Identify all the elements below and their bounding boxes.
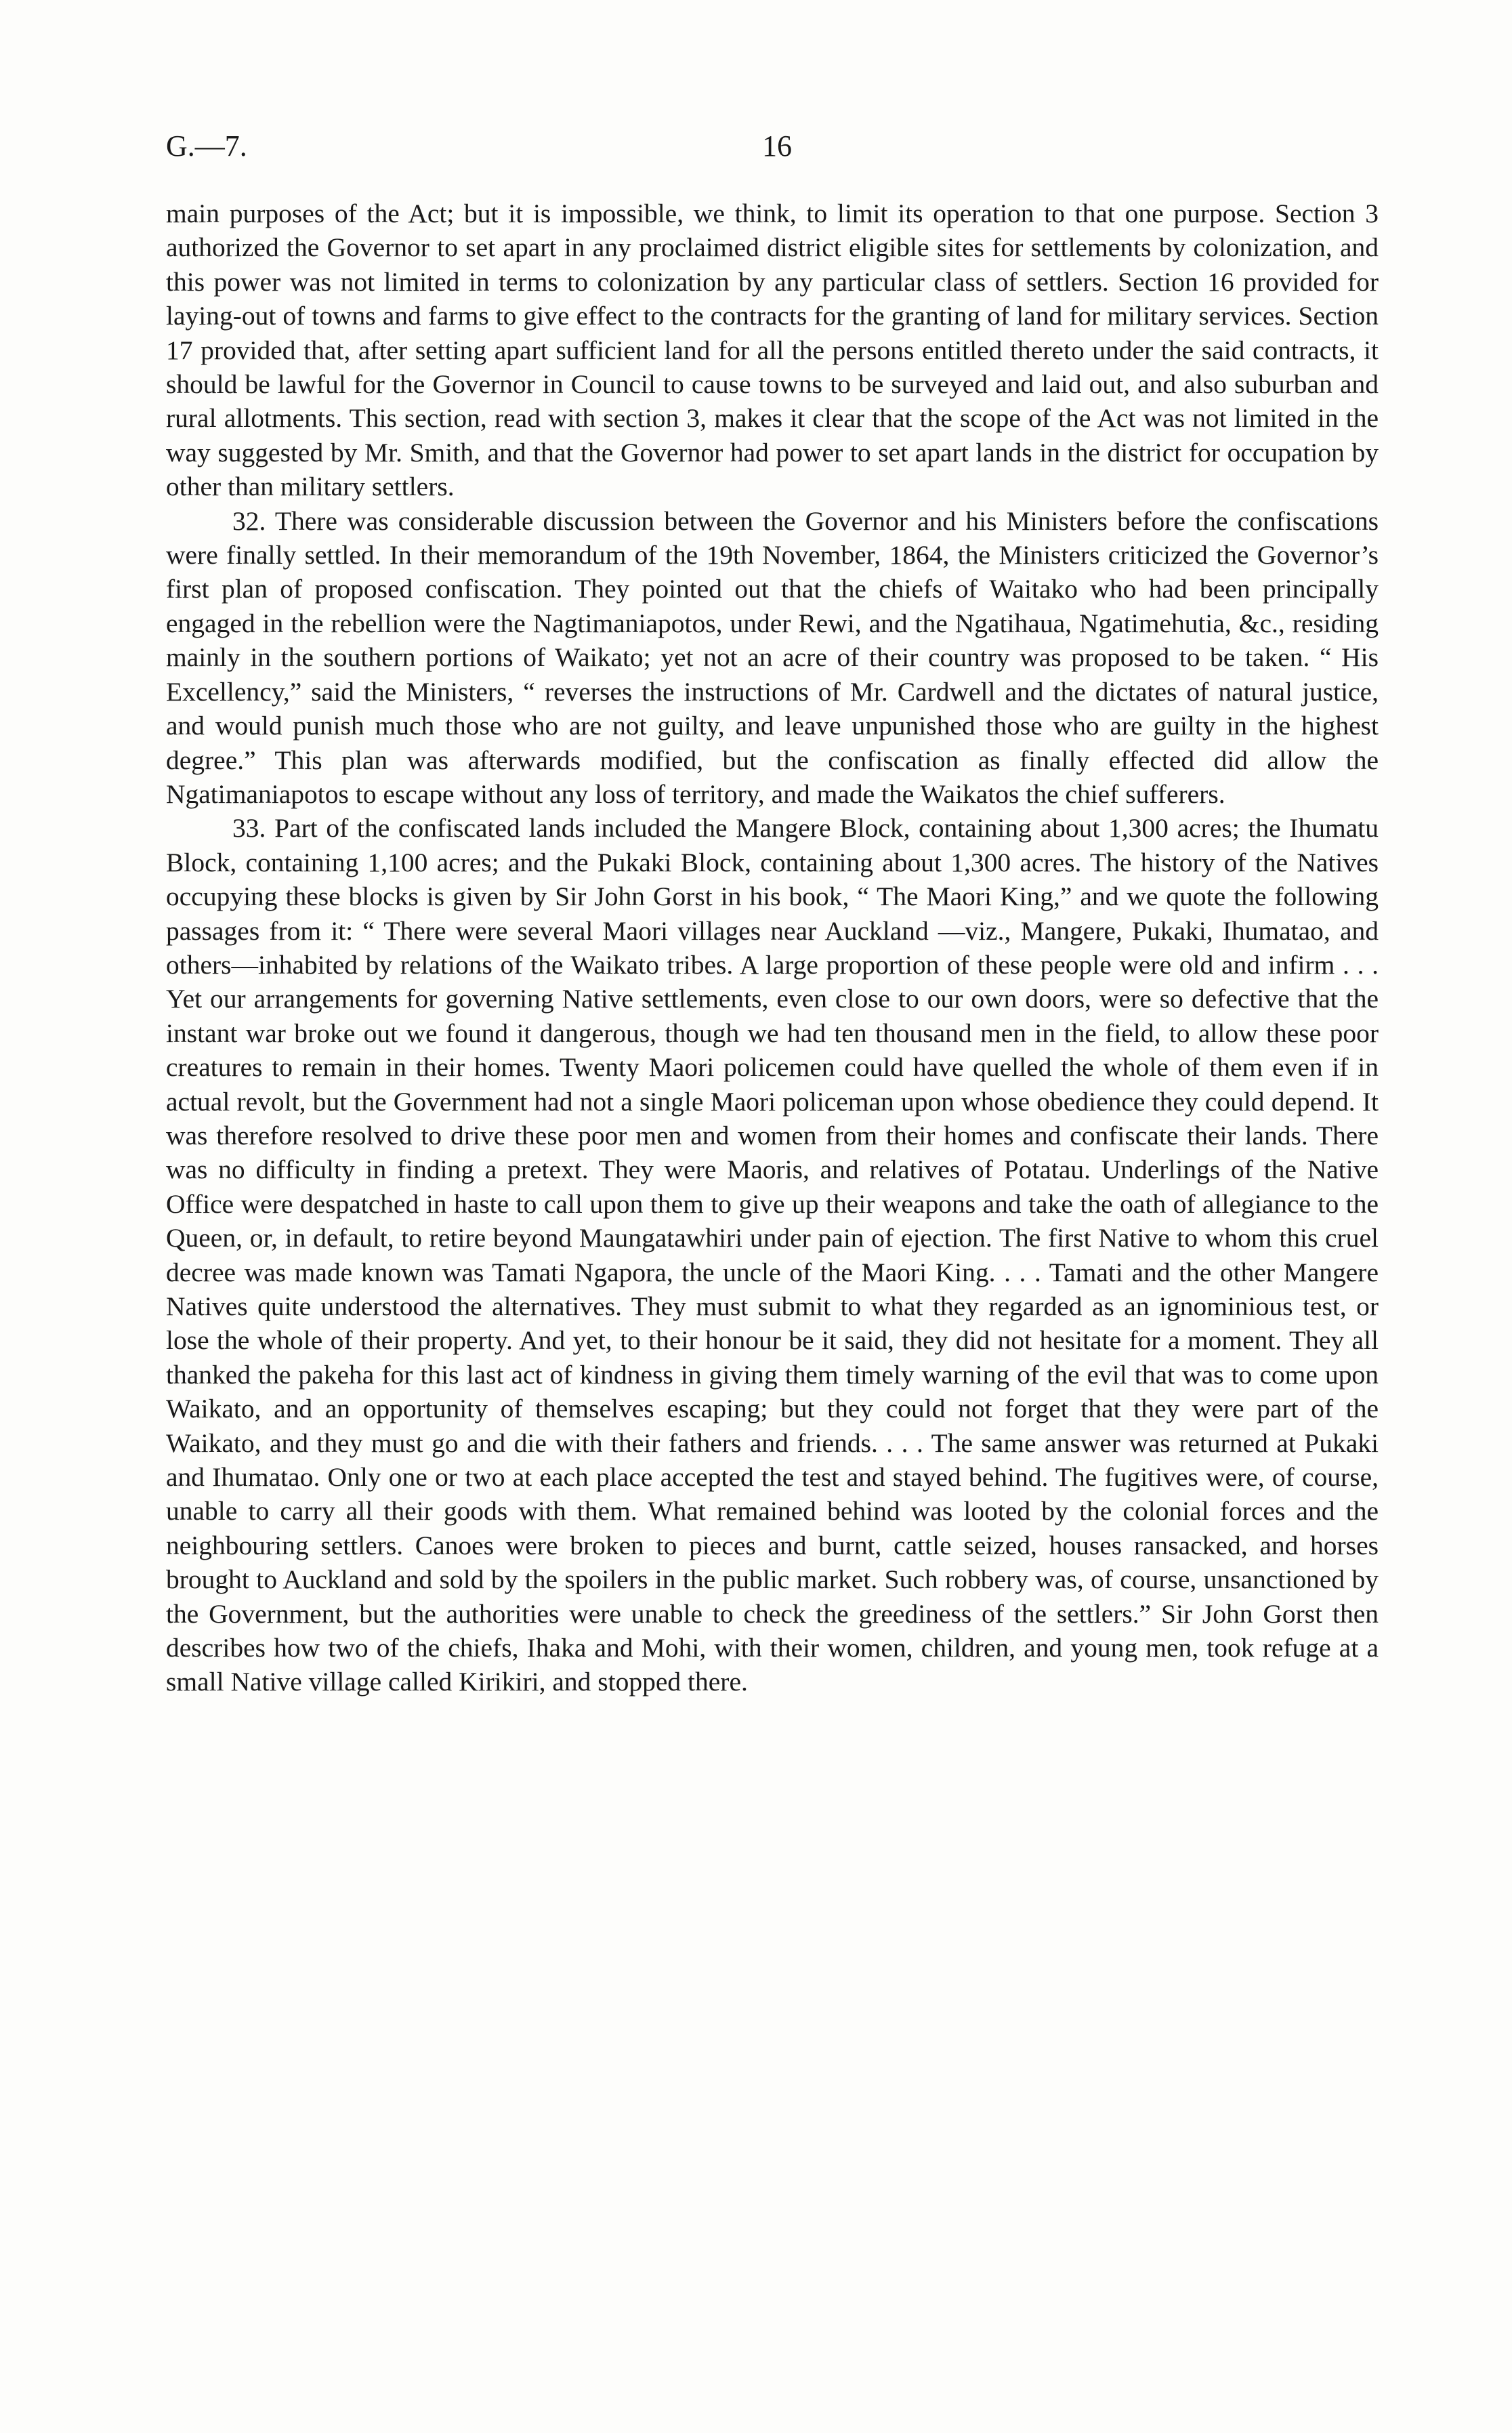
paragraph-continuation: main purposes of the Act; but it is impossible, we think, to limit its operation to that one purpose. Section 3 authorized the Governor to set apart in any proclaimed district eligible sites for settlements by colonization, and this power was not limited in terms to colonization by any particular class of settlers. Section 16 provided for laying-out of towns and farms to give effect to the contracts for the granting of land for military services. Section 17 provided that, after setting apart sufficient land for all the persons entitled thereto under the said contracts, it should be lawful for the Governor in Council to cause towns to be surveyed and laid out, and also suburban and rural allotments. This section, read with section 3, makes it clear that the scope of the Act was not limited in the way suggested by Mr. Smith, and that the Governor had power to set apart lands in the district for occupation by other than military settlers. — [166, 199, 1379, 502]
document-reference: G.—7. — [166, 129, 247, 163]
page-header — [166, 129, 1379, 169]
paragraph-32: 32. There was considerable discussion between the Governor and his Ministers before the confiscations were finally settled. In their memorandum of the 19th November, 1864, the Ministers criticized the Governor’s first plan of proposed confiscation. They pointed out that the chiefs of Waitako who had been principally engaged in the rebellion were the Nagtimaniapotos, under Rewi, and the Ngatihaua, Ngatimehutia, &c., residing mainly in the southern portions of Waikato; yet not an acre of their country was proposed to be taken. “ His Excellency,” said the Ministers, “ reverses the instructions of Mr. Cardwell and the dictates of natural justice, and would punish much those who are not guilty, and leave unpunished those who are guilty in the highest degree.” This plan was afterwards modified, but the confiscation as finally effected did allow the Ngatimaniapotos to escape without any loss of territory, and made the Waikatos the chief sufferers. — [166, 505, 1379, 809]
paragraph-33: 33. Part of the confiscated lands included the Mangere Block, containing about 1,300 acres; the Ihumatu Block, containing 1,100 acres; and the Pukaki Block, containing about 1,300 acres. The history of the Natives occupying these blocks is given by Sir John Gorst in his book, “ The Maori King,” and we quote the following passages from it: “ There were several Maori villages near Auckland —viz., Mangere, Pukaki, Ihumatao, and others—inhabited by relations of the Waikato tribes. A large proportion of these people were old and infirm . . . Yet our arrangements for governing Native settlements, even close to our own doors, were so defective that the instant war broke out we found it dangerous, though we had ten thousand men in the field, to allow these poor creatures to remain in their homes. Twenty Maori policemen could have quelled the whole of them even if in actual revolt, but the Government had not a single Maori policeman upon whose obedience they could depend. It was therefore resolved to drive these poor men and women from their homes and confiscate their lands. There was no difficulty in finding a pretext. They were Maoris, and relatives of Potatau. Underlings of the Native Office were despatched in haste to call upon them to give up their weapons and take the oath of allegiance to the Queen, or, in default, to retire beyond Maungatawhiri under pain of ejection. The first Native to whom this cruel decree was made known was Tamati Ngapora, the uncle of the Maori King. . . . Tamati and the other Mangere Natives quite understood the alternatives. They must submit to what they regarded as an ignominious test, or lose the whole of their property. And yet, to their honour be it said, they did not hesitate for a moment. They all thanked the pakeha for this last act of kindness in giving them timely warning of the evil that was to come upon Waikato, and an opportunity of themselves escaping; but they could not forget that they were part of the Waikato, and they must go and die with their fathers and friends. . . . The same answer was returned at Pukaki and Ihumatao. Only one or two at each place accepted the test and stayed behind. The fugitives were, of course, unable to carry all their goods with them. What remained behind was looted by the colonial forces and the neighbouring settlers. Canoes were broken to pieces and burnt, cattle seized, houses ransacked, and horses brought to Auckland and sold by the spoilers in the public market. Such robbery was, of course, unsanctioned by the Government, but the authorities were unable to check the greediness of the settlers.” Sir John Gorst then describes how two of the chiefs, Ihaka and Mohi, with their women, children, and young men, took refuge at a small Native village called Kirikiri, and stopped there. — [166, 813, 1379, 1697]
page-number: 16 — [762, 129, 792, 163]
document-body — [166, 196, 1379, 1699]
